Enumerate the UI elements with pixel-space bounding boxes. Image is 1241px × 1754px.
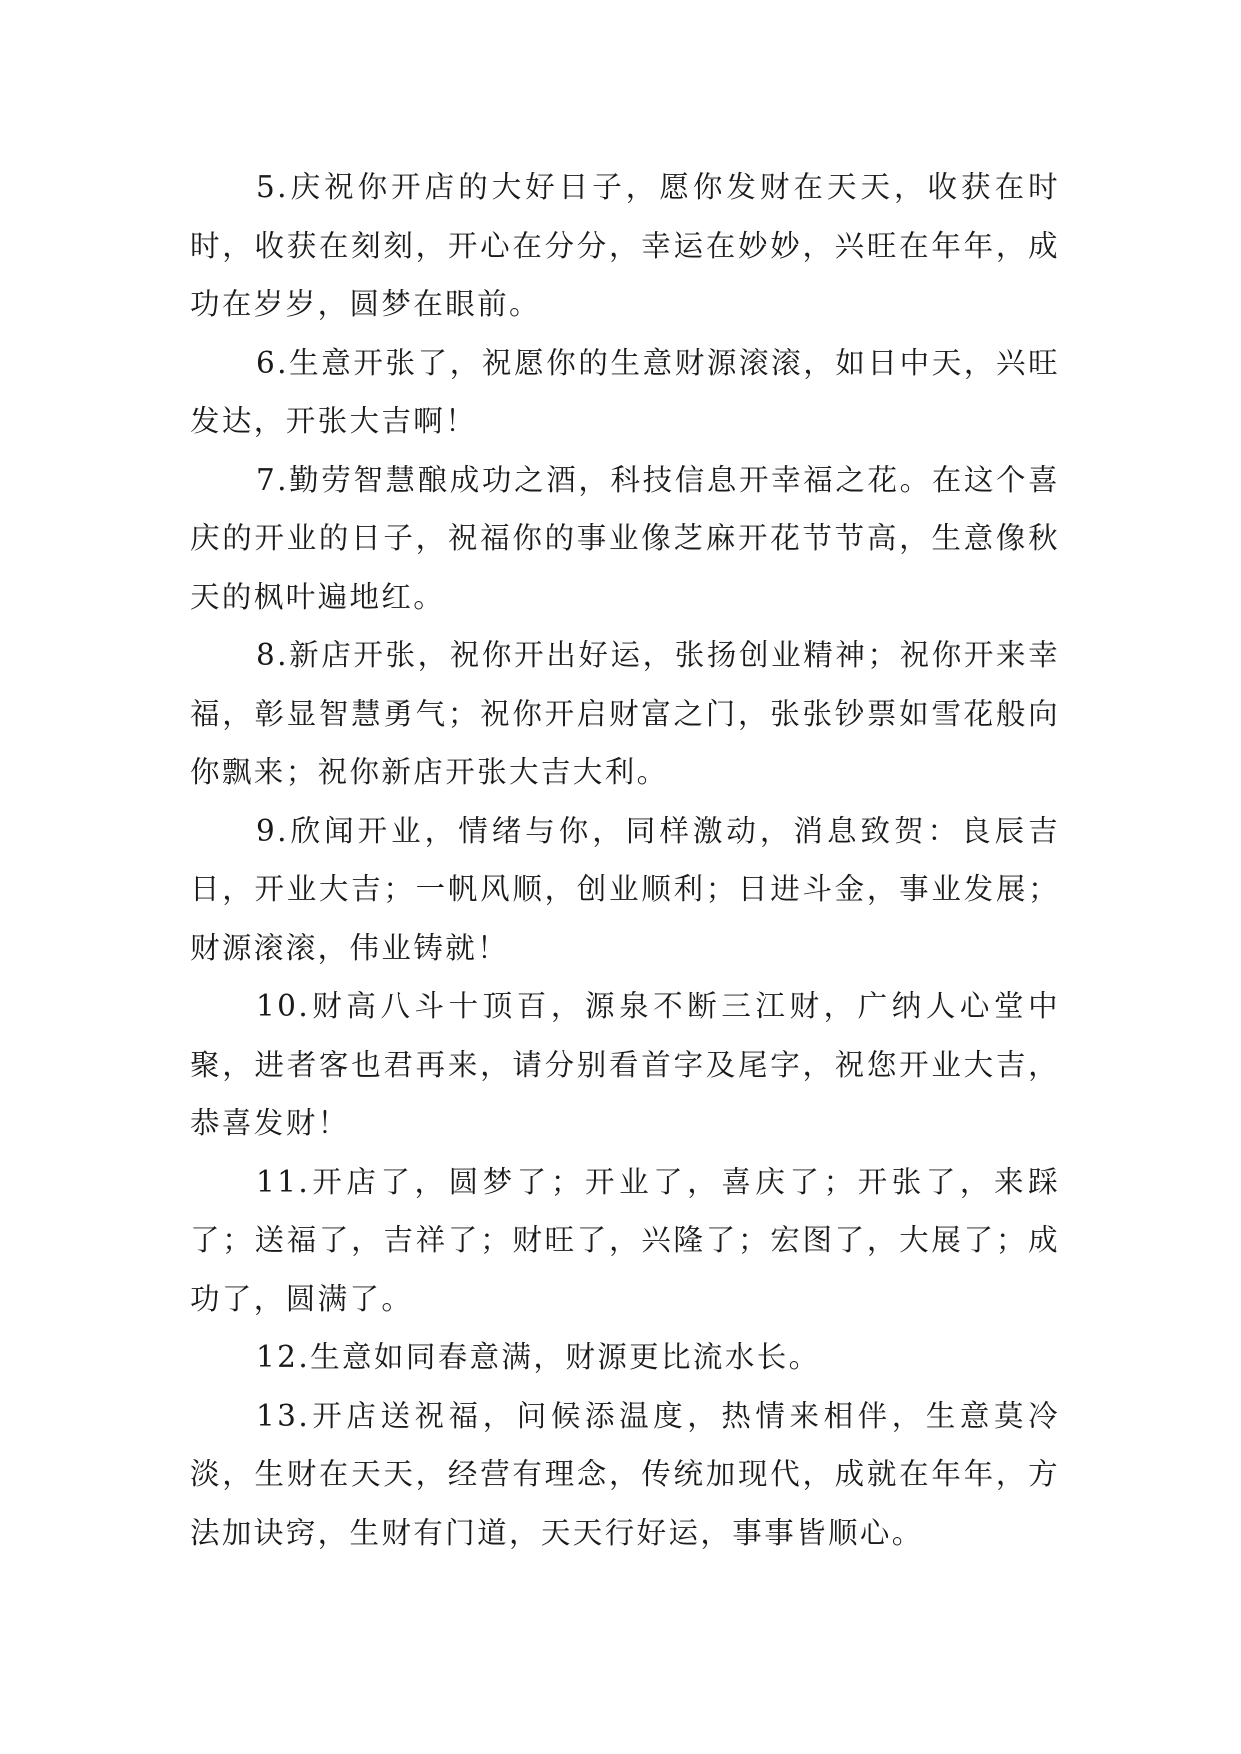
document-body (190, 158, 1060, 1562)
paragraph-12: 12.生意如同春意满，财源更比流水长。 (256, 1340, 821, 1374)
paragraph-13: 13.开店送祝福，问候添温度，热情来相伴，生意莫冷淡，生财在天天，经营有理念，传统加现代，成就在年年，方法加诀窍，生财有门道，天天行好运，事事皆顺心。 (190, 1398, 1060, 1550)
paragraph-6: 6.生意开张了，祝愿你的生意财源滚滚，如日中天，兴旺发达，开张大吉啊！ (190, 345, 1060, 438)
paragraph-5: 5.庆祝你开店的大好日子，愿你发财在天天，收获在时时，收获在刻刻，开心在分分，幸运在妙妙，兴旺在年年，成功在岁岁，圆梦在眼前。 (190, 170, 1060, 321)
paragraph-10: 10.财高八斗十顶百，源泉不断三江财，广纳人心堂中聚，进者客也君再来，请分别看首字及尾字，祝您开业大吉，恭喜发财！ (190, 989, 1060, 1140)
paragraph-9: 9.欣闻开业，情绪与你，同样激动，消息致贺：良辰吉日，开业大吉；一帆风顺，创业顺利；日进斗金，事业发展；财源滚滚，伟业铸就！ (190, 813, 1060, 965)
paragraph-11: 11.开店了，圆梦了；开业了，喜庆了；开张了，来踩了；送福了，吉祥了；财旺了，兴隆了；宏图了，大展了；成功了，圆满了。 (190, 1164, 1060, 1316)
paragraph-7: 7.勤劳智慧酿成功之酒，科技信息开幸福之花。在这个喜庆的开业的日子，祝福你的事业像芝麻开花节节高，生意像秋天的枫叶遍地红。 (190, 462, 1060, 614)
paragraph-8: 8.新店开张，祝你开出好运，张扬创业精神；祝你开来幸福，彰显智慧勇气；祝你开启财富之门，张张钞票如雪花般向你飘来；祝你新店开张大吉大利。 (190, 638, 1060, 789)
